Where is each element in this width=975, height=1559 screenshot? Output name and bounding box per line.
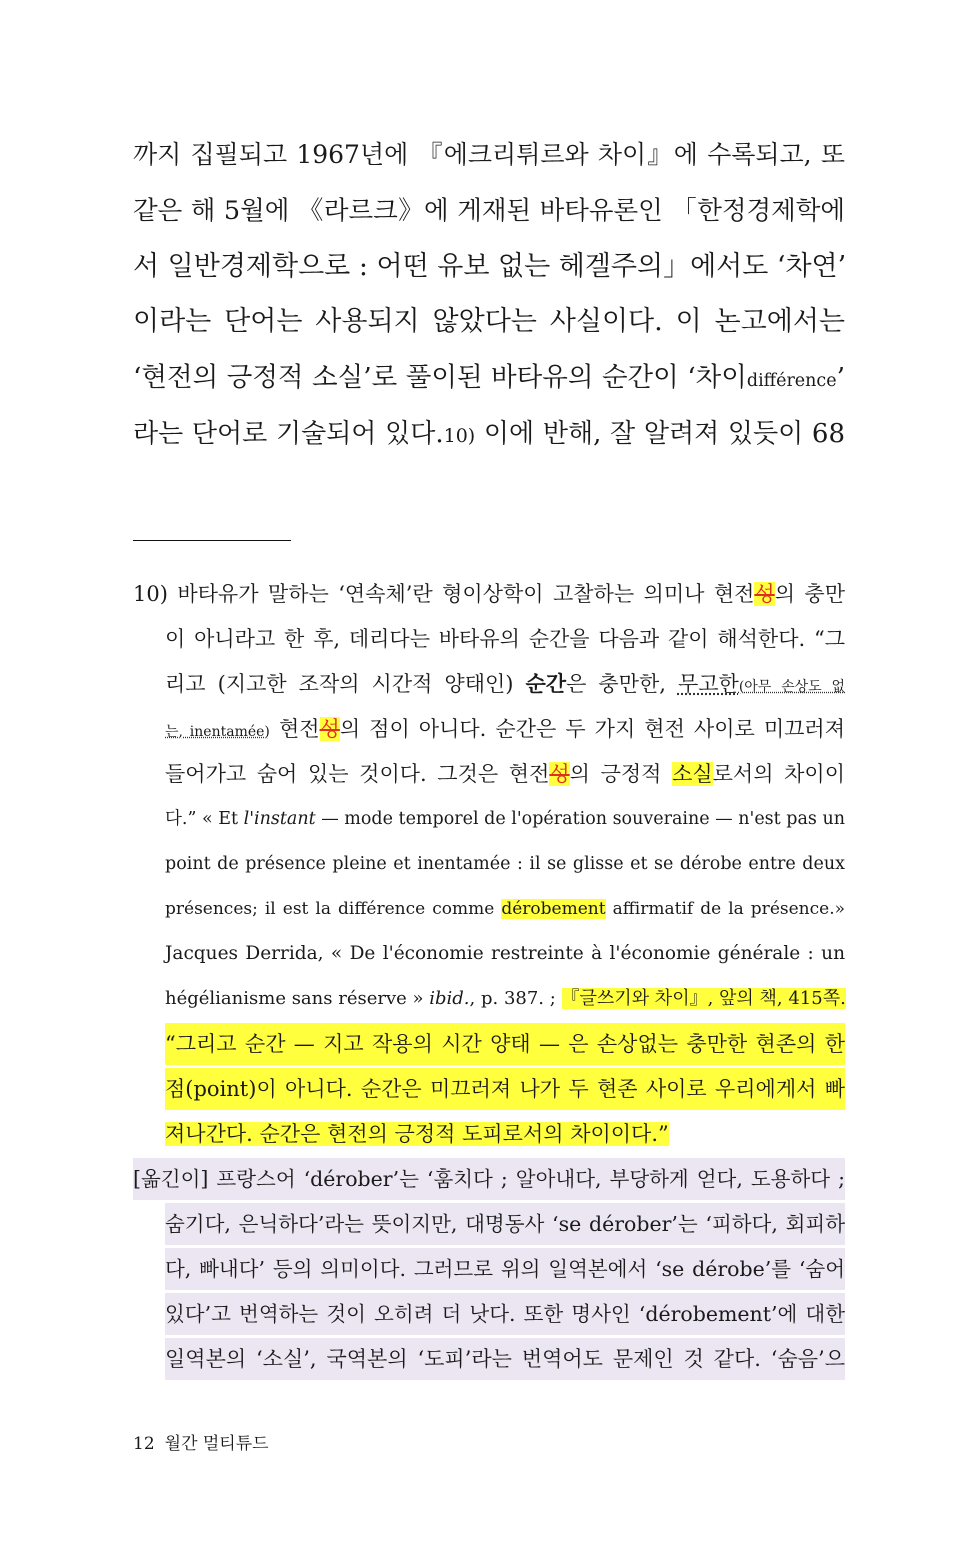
footnote-line-11: “그리고 순간 — 지고 작용의 시간 양태 — 은 손상없는 충만한 현존의 한 — [165, 1023, 845, 1065]
footnote-line-7: point de présence pleine et inentamée : il se glisse et se dérobe entre deux — [165, 854, 845, 874]
main-line-4: 이라는 단어는 사용되지 않았다는 사실이다. 이 논고에서는 — [133, 306, 845, 337]
main-line-6: 라는 단어로 기술되어 있다.10) 이에 반해, 잘 알려져 있듯이 68 — [133, 419, 845, 449]
note-line-4: 있다’고 번역하는 것이 오히려 더 낫다. 또한 명사인 ‘dérobement’에 대한 — [165, 1293, 845, 1335]
page-number: 12 — [133, 1434, 155, 1454]
correction-mark: 성 — [754, 582, 775, 606]
note-line-5: 일역본의 ‘소실’, 국역본의 ‘도피’라는 번역어도 문제인 것 같다. ‘숨음’으 — [165, 1338, 845, 1380]
footnote-line-8: présences; il est la différence comme dérobement affirmatif de la présence.» — [165, 899, 845, 919]
footnote-line-4: 는, inentamée) 현전성의 점이 아니다. 순간은 두 가지 현전 사이로 미끄러져 — [165, 717, 845, 741]
publication-title: 월간 멀티튜드 — [164, 1434, 269, 1454]
underlined-term: 무고한 — [677, 672, 739, 696]
footnote-divider — [133, 540, 291, 541]
french-term: différence — [746, 371, 837, 391]
footnote-line-6: 다.” « Et l'instant — mode temporel de l'opération souveraine — n'est pas un — [165, 809, 845, 829]
footnote-line-10: hégélianisme sans réserve » ibid., p. 387. ; 『글쓰기와 차이』, 앞의 책, 415쪽. — [165, 988, 846, 1009]
highlight: 소실 — [672, 762, 713, 786]
footnote-line-9: Jacques Derrida, « De l'économie restreinte à l'économie générale : un — [165, 943, 845, 964]
main-line-5: ‘현전의 긍정적 소실’로 풀이된 바타유의 순간이 ‘차이différence’ — [133, 362, 845, 393]
page-folio — [133, 1430, 269, 1458]
highlight: 『글쓰기와 차이』, 앞의 책, 415쪽. — [561, 988, 846, 1009]
bold-term: 순간 — [525, 671, 567, 696]
footnote-line-3: 리고 (지고한 조작의 시간적 양태인) 순간은 충만한, 무고한(아무 손상도 없 — [165, 671, 846, 696]
note-line-2: 숨기다, 은닉하다’라는 뜻이지만, 대명동사 ‘se dérober’는 ‘피하다, 회피하 — [165, 1203, 845, 1245]
footnote-line-13: 져나간다. 순간은 현전의 긍정적 도피로서의 차이이다.” — [165, 1122, 669, 1146]
footnote-ref[interactable]: 10) — [443, 425, 476, 447]
footnote-line-5: 들어가고 숨어 있는 것이다. 그것은 현전성의 긍정적 소실로서의 차이이 — [165, 762, 845, 786]
footnote-line-12: 점(point)이 아니다. 순간은 미끄러져 나가 두 현존 사이로 우리에게서 빠 — [165, 1068, 845, 1110]
highlight: dérobement — [501, 899, 606, 919]
main-line-3: 서 일반경제학으로 : 어떤 유보 없는 헤겔주의」에서도 ‘차연’ — [133, 251, 847, 282]
correction-mark: 성 — [319, 717, 340, 741]
footnote-line-2: 이 아니라고 한 후, 데리다는 바타유의 순간을 다음과 같이 해석한다. “그 — [165, 627, 845, 651]
note-line-3: 다, 빠내다’ 등의 의미이다. 그러므로 위의 일역본에서 ‘se dérobe’를 ‘숨어 — [165, 1248, 845, 1290]
note-line-1: [옮긴이] 프랑스어 ‘dérober’는 ‘훔치다 ; 알아내다, 부당하게 얻다, 도용하다 ; — [133, 1158, 845, 1200]
correction-mark: 성 — [549, 762, 570, 786]
main-line-2: 같은 해 5월에 《라르크》에 게재된 바타유론인 「한정경제학에 — [133, 196, 845, 226]
footnote-line-1: 10) 바타유가 말하는 ‘연속체’란 형이상학이 고찰하는 의미나 현전성의 충만 — [133, 582, 845, 606]
main-line-1: 까지 집필되고 1967년에 『에크리튀르와 차이』에 수록되고, 또 — [133, 140, 845, 169]
